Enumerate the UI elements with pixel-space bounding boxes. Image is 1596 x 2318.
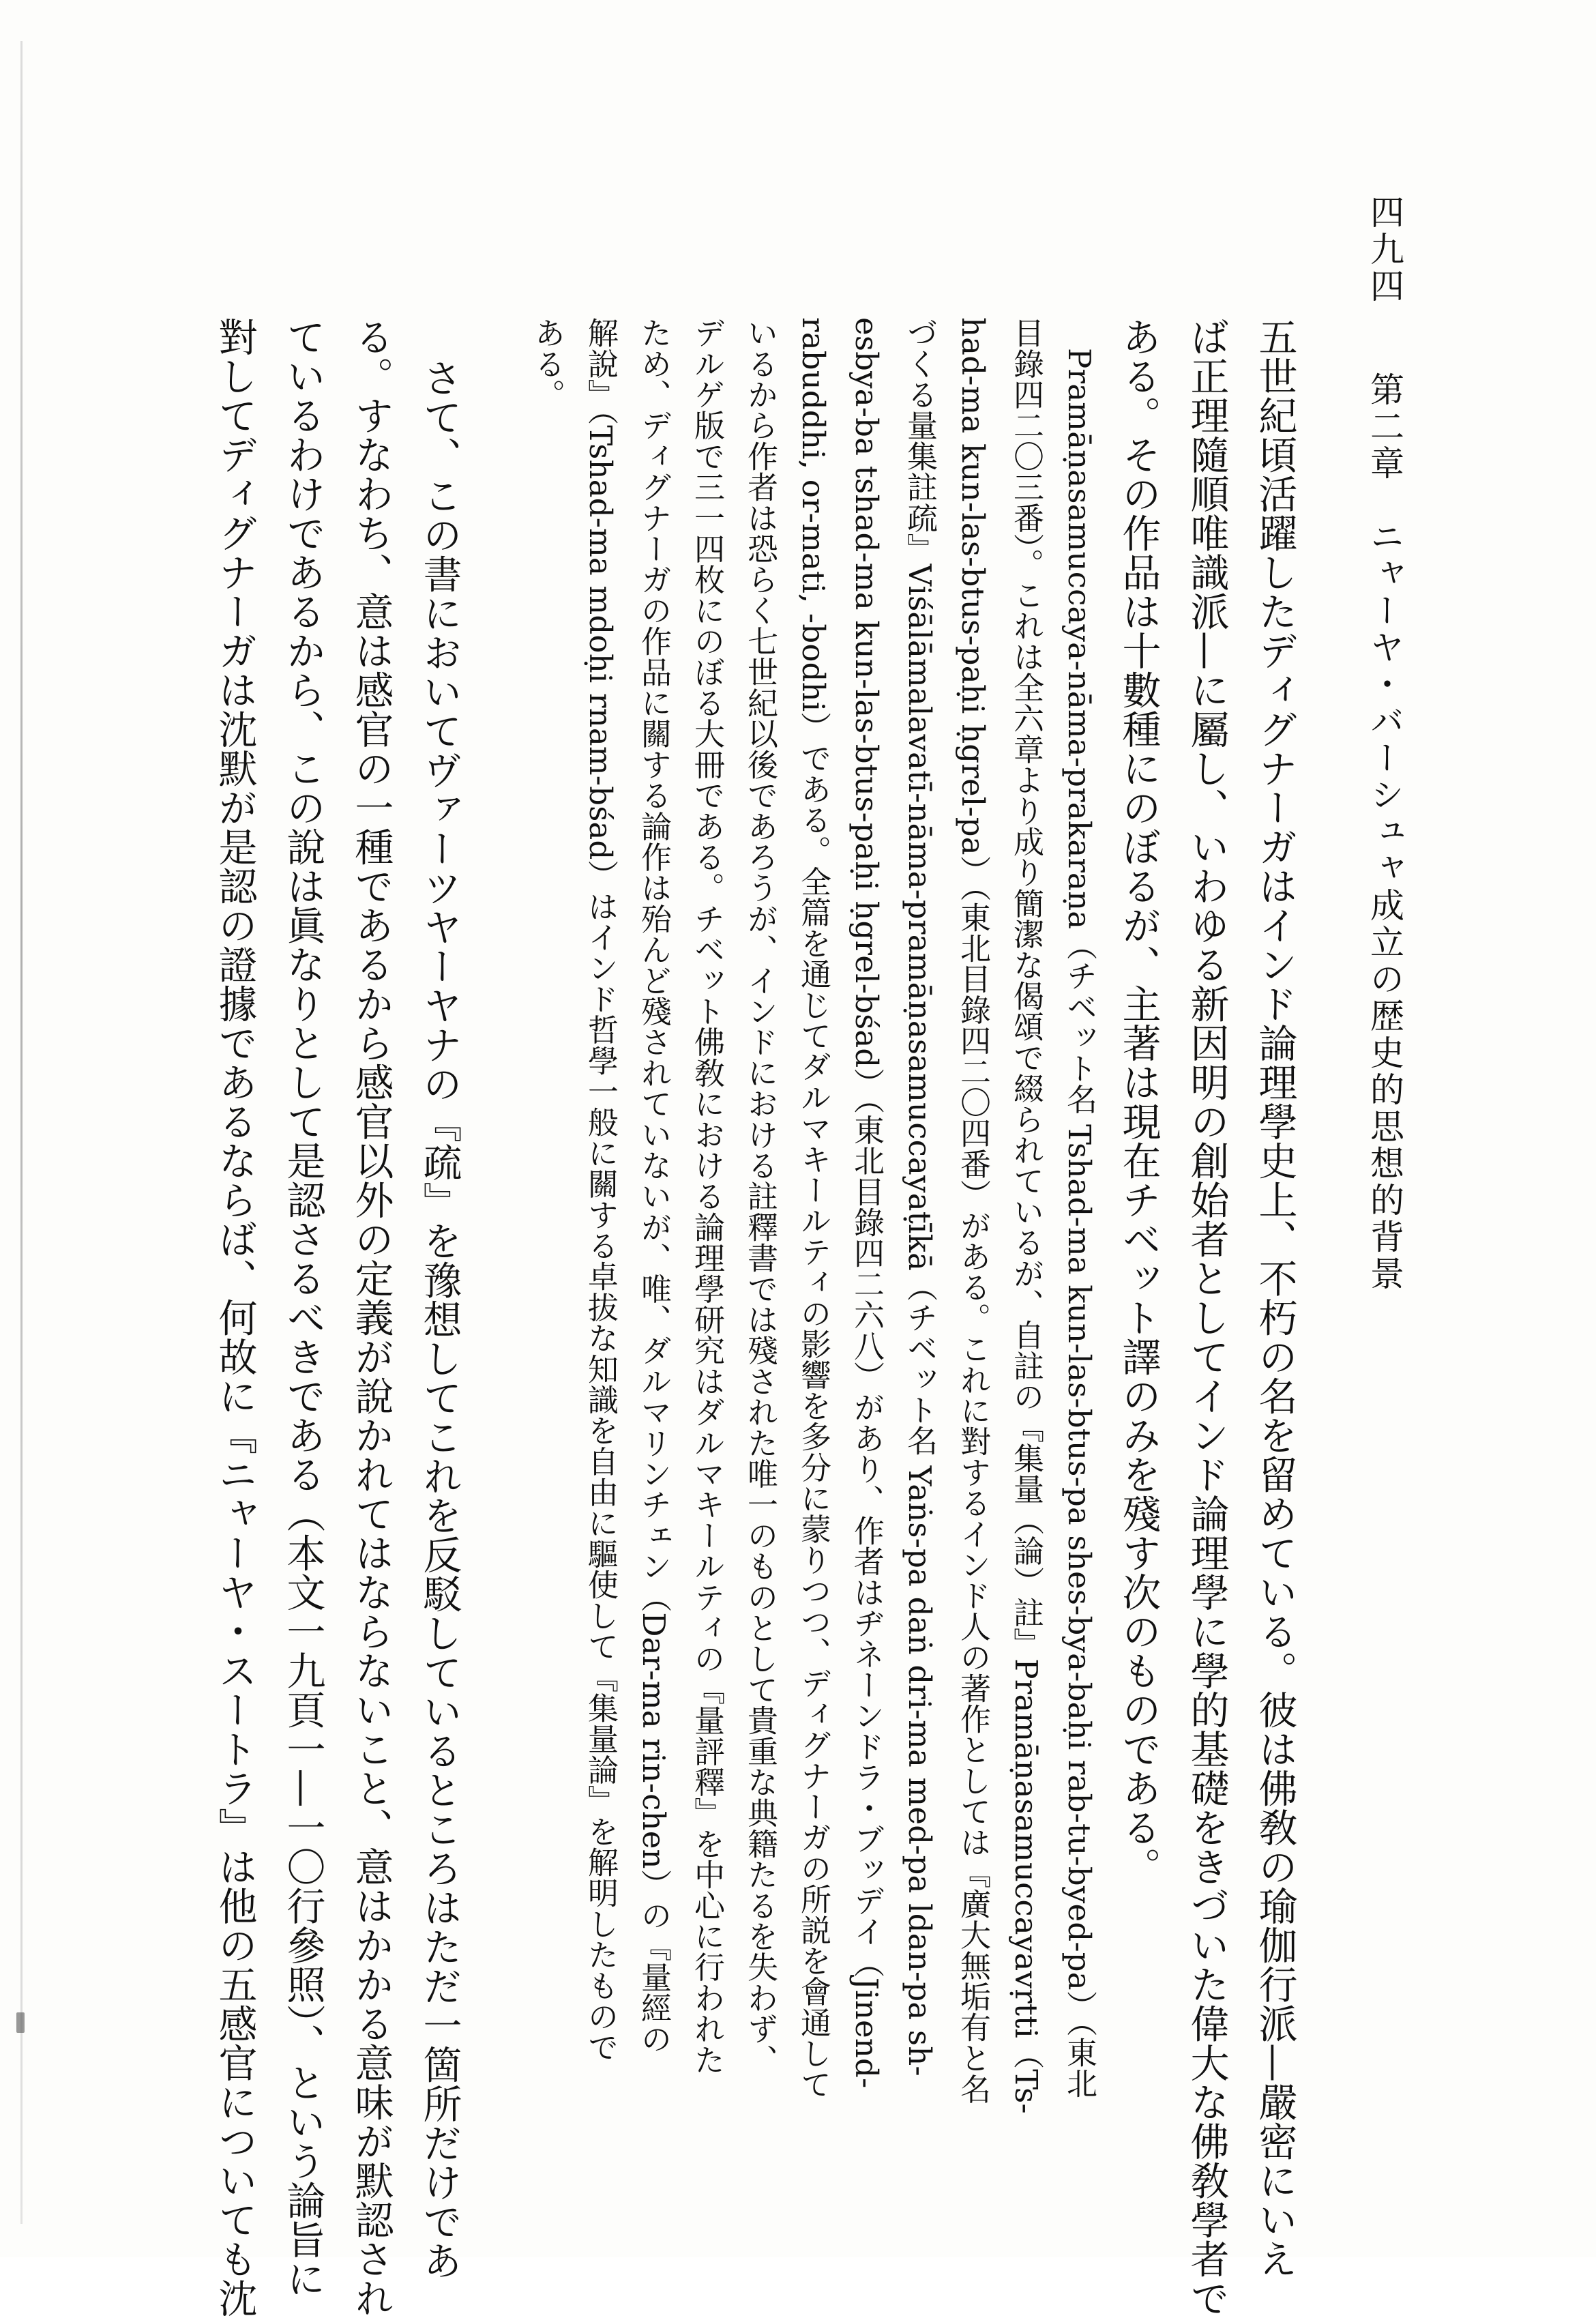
body-line: ているわけであるから、この說は眞なりとして是認さるべきである（本文一九頁一—一〇行參照）、という論旨に [280, 317, 325, 2298]
body-line: さて、この書においてヴァーツヤーヤナの『疏』を豫想してこれを反駁しているところはただ一箇所だけであ [417, 358, 462, 2280]
body-line: ば正理隨順唯識派—に屬し、いわゆる新因明の創始者としてインド論理學に學的基礎をきづいた偉大な佛敎學者で [1184, 317, 1229, 2318]
scan-edge-shadow [20, 41, 23, 2224]
note-line: rabuddhi, or-mati, -bodhi）である。全篇を通じてダルマキールティの影響を多分に蒙りつつ、ディグナーガの所説を會通して [795, 317, 831, 2100]
note-line: 解說』（Tshad-ma mdoḥi rnam-bśad）はインド哲學一般に關する卓拔な知識を自由に驅使して『集量論』を解明したもので [582, 317, 619, 2063]
body-line: 五世紀頃活躍したディグナーガはインド論理學史上、不朽の名を留めている。彼は佛敎の瑜伽行派—嚴密にいえ [1252, 317, 1297, 2278]
note-line: づくる量集註疏』Viśālāmalavatī-nāma-pramāṇasamuccayaṭīkā（チベット名 Yaṅs-pa daṅ dri-ma med-pa ldan-pa sh- [902, 317, 938, 2077]
note-line: 目錄四二〇三番）。これは全六章より成り簡潔な偈頌で綴られているが、自註の『集量（論）註』Pramāṇasamuccayavṛtti（Ts- [1008, 317, 1044, 2114]
scan-edge-mark [16, 2012, 25, 2033]
body-line: る。すなわち、意は感官の一種であるから感官以外の定義が說かれてはならないこと、意はかかる意味が默認され [349, 317, 394, 2318]
note-line: Pramāṇasamuccaya-nāma-prakaraṇa（チベット名 Tshad-ma kun-las-btus-pa shes-bya-baḥi rab-tu-byed-pa）（東北 [1061, 348, 1097, 2099]
note-line: esbya-ba tshad-ma kun-las-btus-paḥi ḥgrel-bśad）（東北目錄四二六八）があり、作者はヂネーンドラ・ブッデイ（Jinend- [848, 317, 885, 2089]
page-number: 四九四 [1365, 194, 1404, 305]
note-line: had-ma kun-las-btus-paḥi ḥgrel-pa）（東北目錄四二〇四番）がある。これに對するインド人の著作としては『廣大無垢有と名 [955, 317, 991, 2104]
body-line: ある。その作品は十數種にのぼるが、主著は現在チベット譯のみを殘す次のものである。 [1116, 317, 1161, 1886]
note-line: ある。 [529, 317, 565, 410]
body-line: 對してディグナーガは沈默が是認の證據であるならば、何故に『ニャーヤ・スートラ』は他の五感官についても沈 [212, 317, 257, 2318]
note-line: デルゲ版で三一四枚にのぼる大冊である。チベット佛敎における論理學研究はダルマキールティの『量評釋』を中心に行われた [689, 317, 725, 2075]
note-line: ため、ディグナーガの作品に關する論作は殆んど殘されていないが、唯、ダルマリンチェン（Dar-ma rin-chen）の『量經の [636, 317, 672, 2054]
note-line: いるから作者は恐らく七世紀以後であろうが、インドにおける註釋書では殘された唯一のものとして貴重な典籍たるを失わず、 [742, 317, 778, 2075]
running-title: 第二章 ニャーヤ・バーシュャ成立の歴史的思想的背景 [1365, 372, 1404, 1293]
